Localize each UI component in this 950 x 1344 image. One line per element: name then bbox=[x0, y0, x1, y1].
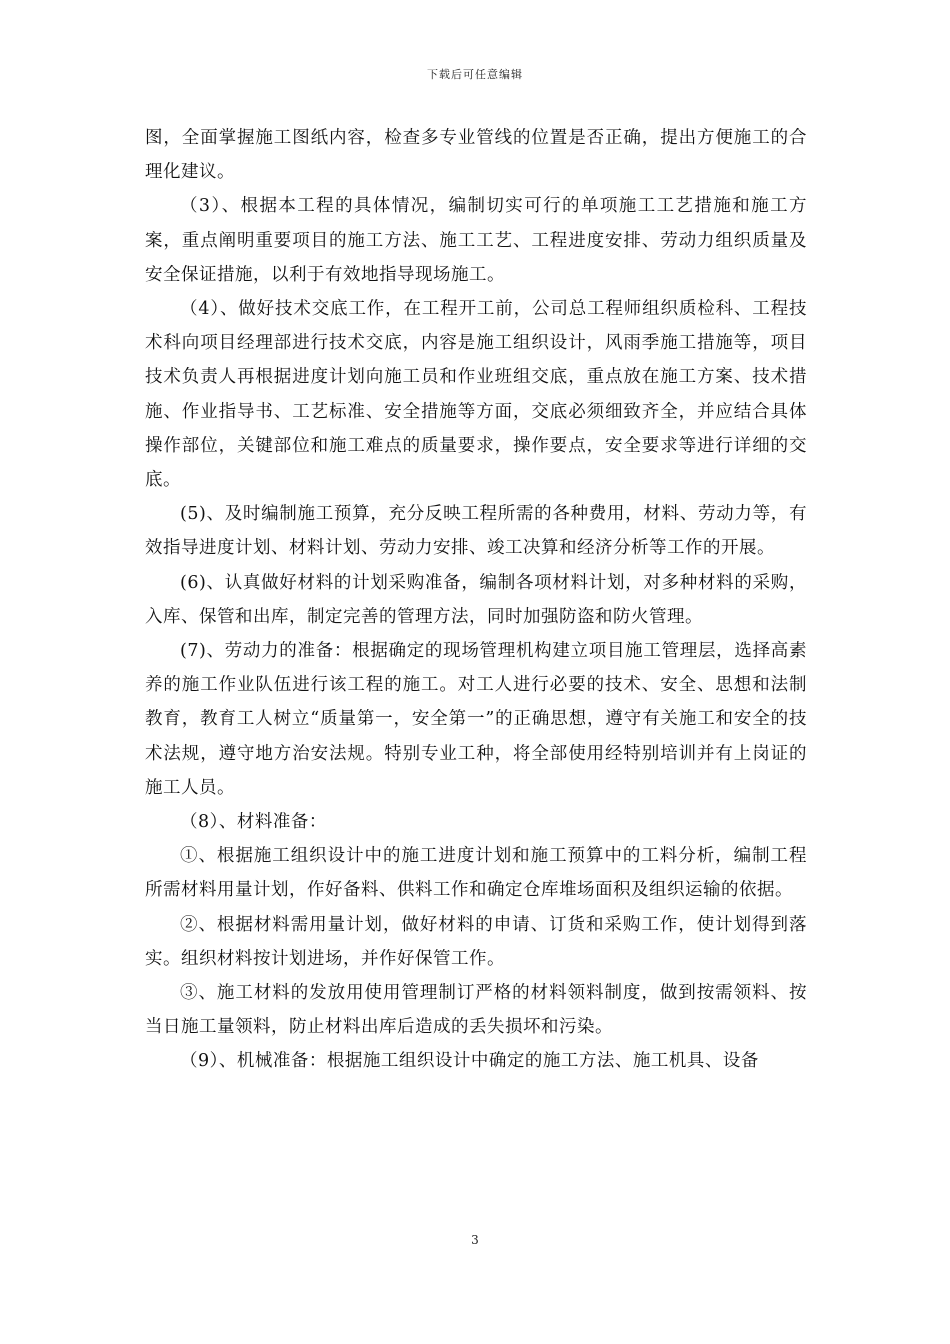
paragraph-item-7: (7)、劳动力的准备：根据确定的现场管理机构建立项目施工管理层，选择高素养的施工作业队伍进行该工程的施工。对工人进行必要的技术、安全、思想和法制教育，教育工人树立“质量第一，安全第一”的正确思想，遵守有关施工和安全的技术法规，遵守地方治安法规。特别专业工种，将全部使用经特别培训并有上岗证的施工人员。 bbox=[145, 641, 807, 798]
paragraph-item-3: （3）、根据本工程的具体情况，编制切实可行的单项施工工艺措施和施工方案，重点阐明重要项目的施工方法、施工工艺、工程进度安排、劳动力组织质量及安全保证措施，以利于有效地指导现场施工。 bbox=[145, 196, 807, 285]
page-number: 3 bbox=[471, 1233, 479, 1247]
paragraph-subitem-2: ②、根据材料需用量计划，做好材料的申请、订货和采购工作，使计划得到落实。组织材料按计划进场，并作好保管工作。 bbox=[145, 914, 807, 969]
paragraph-subitem-1: ①、根据施工组织设计中的施工进度计划和施工预算中的工料分析，编制工程所需材料用量计划，作好备料、供料工作和确定仓库堆场面积及组织运输的依据。 bbox=[145, 846, 807, 901]
paragraph-subitem-3: ③、施工材料的发放用使用管理制订严格的材料领料制度，做到按需领料、按当日施工量领料，防止材料出库后造成的丢失损坏和污染。 bbox=[145, 983, 807, 1038]
paragraph-item-4: （4）、做好技术交底工作，在工程开工前，公司总工程师组织质检科、工程技术科向项目经理部进行技术交底，内容是施工组织设计，风雨季施工措施等，项目技术负责人再根据进度计划向施工员和作业班组交底，重点放在施工方案、技术措施、作业指导书、工艺标准、安全措施等方面，交底必须细致齐全，并应结合具体操作部位，关键部位和施工难点的质量要求，操作要点，安全要求等进行详细的交底。 bbox=[145, 299, 807, 491]
paragraph-continuation: 图，全面掌握施工图纸内容，检查多专业管线的位置是否正确，提出方便施工的合理化建议。 bbox=[145, 128, 807, 183]
document-body bbox=[145, 121, 807, 1079]
page-header: 下载后可任意编辑 bbox=[427, 68, 523, 81]
paragraph-item-9: （9）、机械准备：根据施工组织设计中确定的施工方法、施工机具、设备 bbox=[180, 1051, 759, 1072]
paragraph-item-5: (5)、及时编制施工预算，充分反映工程所需的各种费用，材料、劳动力等，有效指导进度计划、材料计划、劳动力安排、竣工决算和经济分析等工作的开展。 bbox=[145, 504, 807, 559]
paragraph-item-8: （8）、材料准备： bbox=[180, 812, 327, 833]
paragraph-item-6: (6)、认真做好材料的计划采购准备，编制各项材料计划，对多种材料的采购，入库、保管和出库，制定完善的管理方法，同时加强防盗和防火管理。 bbox=[145, 572, 807, 627]
